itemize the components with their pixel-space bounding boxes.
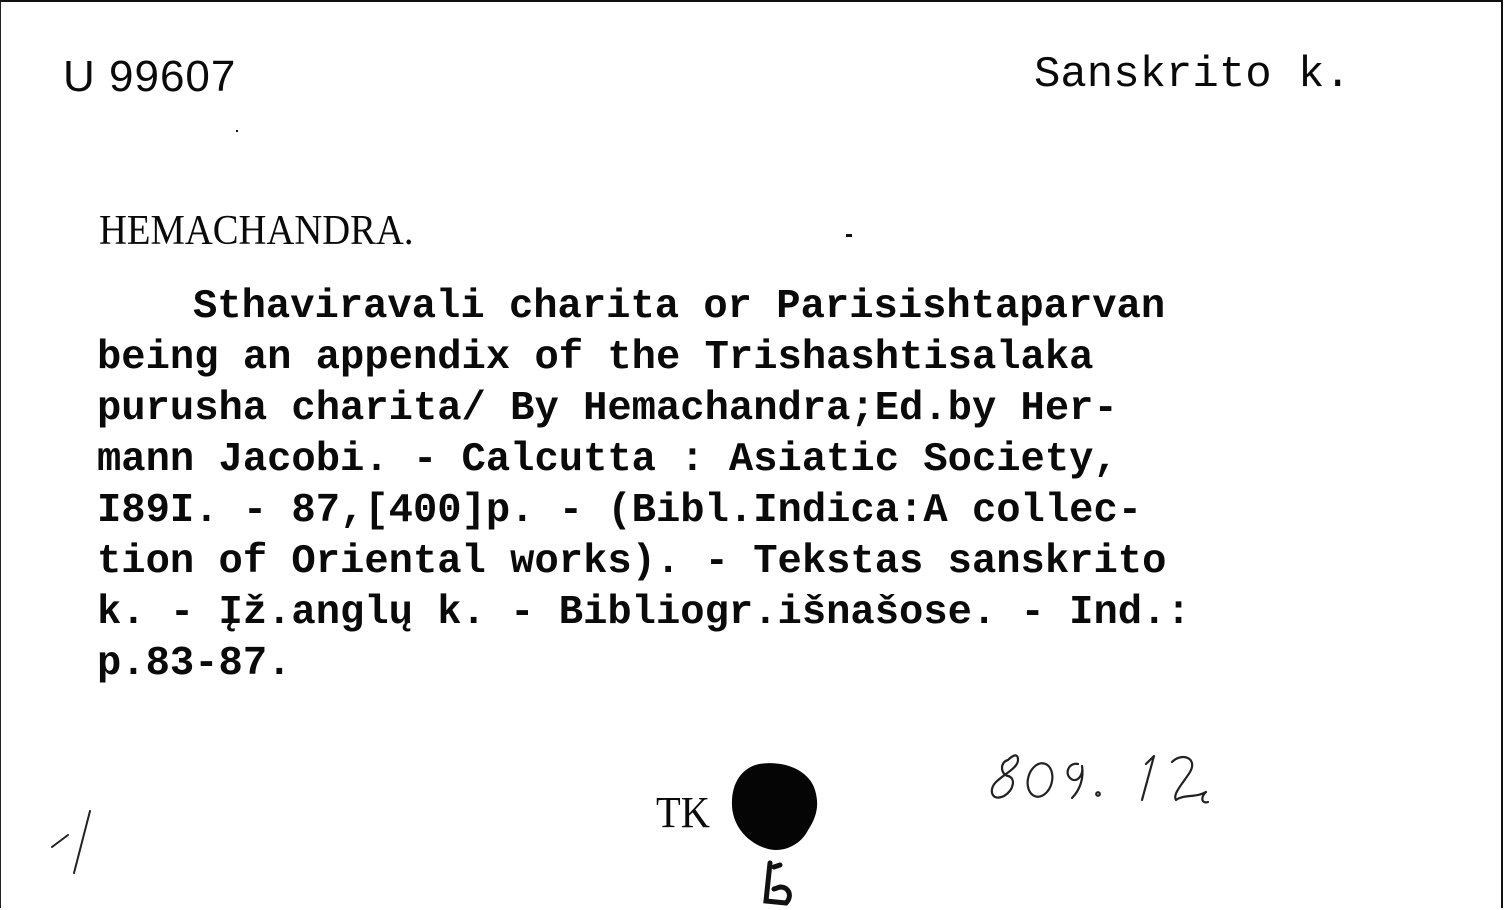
ink-speck	[236, 130, 238, 132]
ink-speck	[846, 234, 852, 237]
description-line: I89I. - 87,[400]p. - (Bibl.Indica:A collec-	[97, 488, 1143, 534]
description-line: k. - Įž.anglų k. - Bibliogr.išnašose. - Ind.:	[97, 590, 1191, 636]
ink-stamp-dot	[729, 760, 819, 854]
description-line: mann Jacobi. - Calcutta : Asiatic Society,	[97, 437, 1118, 483]
language-label: Sanskrito k.	[1034, 50, 1351, 100]
description-line: being an appendix of the Trishashtisalaka	[97, 335, 1094, 381]
call-number: U 99607	[63, 52, 237, 101]
author-heading: HEMACHANDRA.	[99, 208, 414, 254]
bibliographic-description	[97, 282, 1457, 690]
description-line: Sthaviravali charita or Parisishtaparvan	[193, 284, 1166, 330]
handwritten-margin-mark	[46, 807, 96, 877]
ink-mark	[756, 857, 796, 907]
description-line: tion of Oriental works). - Tekstas sanskrito	[97, 539, 1167, 585]
description-line: purusha charita/ By Hemachandra;Ed.by Her-	[97, 386, 1118, 432]
handwritten-class-number	[986, 742, 1236, 812]
tk-stamp-label: TK	[656, 788, 710, 837]
description-line: p.83-87.	[97, 641, 292, 687]
